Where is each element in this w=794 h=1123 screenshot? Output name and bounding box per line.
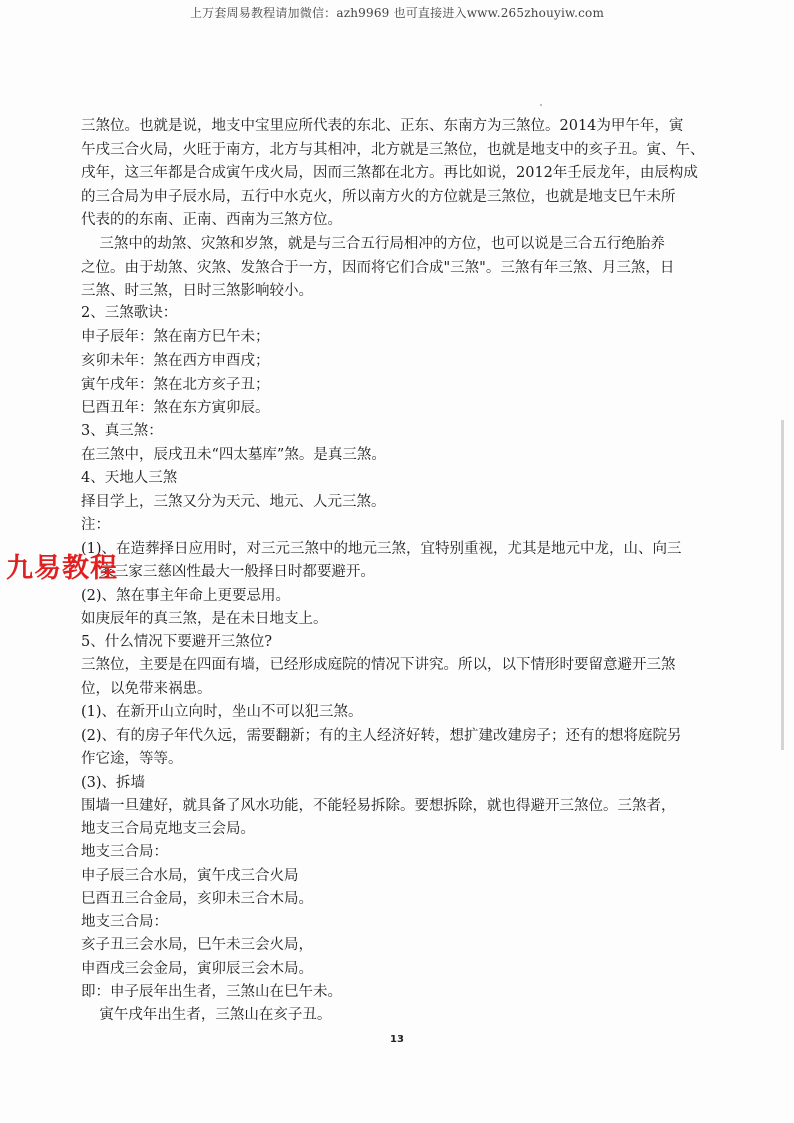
header-watermark: 上万套周易教程请加微信：azh9969 也可直接进入www.265zhouyiw.com — [189, 6, 605, 20]
scan-mark — [540, 104, 542, 106]
scan-mark — [781, 420, 784, 750]
text-line: 申子辰三合水局，寅午戌三合火局 — [81, 868, 299, 884]
text-line: 三煞、时三煞，日时三煞影响较小。 — [81, 283, 313, 299]
text-line: 注： — [81, 517, 110, 533]
red-watermark-stamp: 九易教程 — [6, 553, 118, 584]
text-line: 在三煞中，辰戌丑未“四太墓库”煞。是真三煞。 — [81, 447, 386, 463]
text-line: 巳酉丑三合金局，亥卯未三合木局。 — [81, 891, 313, 907]
text-line: 2、三煞歌诀： — [81, 305, 178, 321]
text-line: 申酉戌三会金局，寅卯辰三会木局。 — [81, 961, 313, 977]
text-line: 家三家三慈凶性最大一般择日时都要避开。 — [81, 564, 375, 580]
text-line: 围墙一旦建好，就具备了风水功能，不能轻易拆除。要想拆除，就也得避开三煞位。三煞者， — [81, 798, 676, 814]
text-line: 地支三合局： — [81, 844, 168, 860]
text-line: 择目学上，三煞又分为天元、地元、人元三煞。 — [81, 494, 386, 510]
text-line: 即：申子辰年出生者，三煞山在巳午未。 — [81, 984, 342, 1000]
text-line: 巳酉丑年：煞在东方寅卯辰。 — [81, 400, 270, 416]
text-line: 寅午戌年：煞在北方亥子丑； — [81, 377, 270, 393]
text-line: 的三合局为申子辰水局，五行中水克火，所以南方火的方位就是三煞位，也就是地支巳午未所 — [81, 189, 676, 205]
text-line: 地支三合局克地支三会局。 — [81, 821, 255, 837]
text-line: 亥子丑三会水局，巳午未三会火局， — [81, 937, 313, 953]
text-line: 4、天地人三煞 — [81, 470, 178, 486]
text-line: 申子辰年：煞在南方巳午未； — [81, 329, 270, 345]
page-number: 13 — [390, 1034, 404, 1045]
text-line: 位，以免带来祸患。 — [81, 681, 212, 697]
text-line: 代表的的东南、正南、西南为三煞方位。 — [81, 212, 342, 228]
text-line: 午戌三合火局，火旺于南方，北方与其相冲，北方就是三煞位，也就是地支中的亥子丑。寅、午、 — [81, 142, 705, 158]
text-line: (3)、拆墙 — [81, 775, 146, 791]
text-line: (2)、有的房子年代久远，需要翻新；有的主人经济好转，想扩建改建房子；还有的想将庭院另 — [81, 728, 682, 744]
text-line: 亥卯未年：煞在西方申酉戌； — [81, 353, 270, 369]
text-line: 如庚辰年的真三煞，是在未日地支上。 — [81, 611, 328, 627]
text-line: 之位。由于劫煞、灾煞、发煞合于一方，因而将它们合成"三煞"。三煞有年三煞、月三煞，日 — [81, 260, 675, 276]
text-line: 3、真三煞： — [81, 423, 163, 439]
text-line: 戌年，这三年都是合成寅午戌火局，因而三煞都在北方。再比如说，2012年壬辰龙年，由辰构成 — [81, 165, 698, 181]
text-line: (1)、在新开山立向时，坐山不可以犯三煞。 — [81, 704, 363, 720]
text-line: 5、什么情况下要避开三煞位? — [81, 634, 272, 650]
text-line: (1)、在造葬择日应用时，对三元三煞中的地元三煞，宜特别重视，尤其是地元中龙，山、向三 — [81, 541, 682, 557]
text-line: 寅午戌年出生者，三煞山在亥子丑。 — [81, 1007, 332, 1023]
text-line: 三煞位。也就是说，地支中宝里应所代表的东北、正东、东南方为三煞位。2014为甲午年，寅 — [81, 118, 684, 134]
text-line: 三煞中的劫煞、灾煞和岁煞，就是与三合五行局相冲的方位，也可以说是三合五行绝胎养 — [81, 236, 665, 252]
text-line: 地支三合局： — [81, 914, 168, 930]
text-line: 作它途，等等。 — [81, 751, 183, 767]
text-line: (2)、煞在事主年命上更要忌用。 — [81, 588, 291, 604]
text-line: 三煞位，主要是在四面有墙，已经形成庭院的情况下讲究。所以，以下情形时要留意避开三煞 — [81, 657, 676, 673]
